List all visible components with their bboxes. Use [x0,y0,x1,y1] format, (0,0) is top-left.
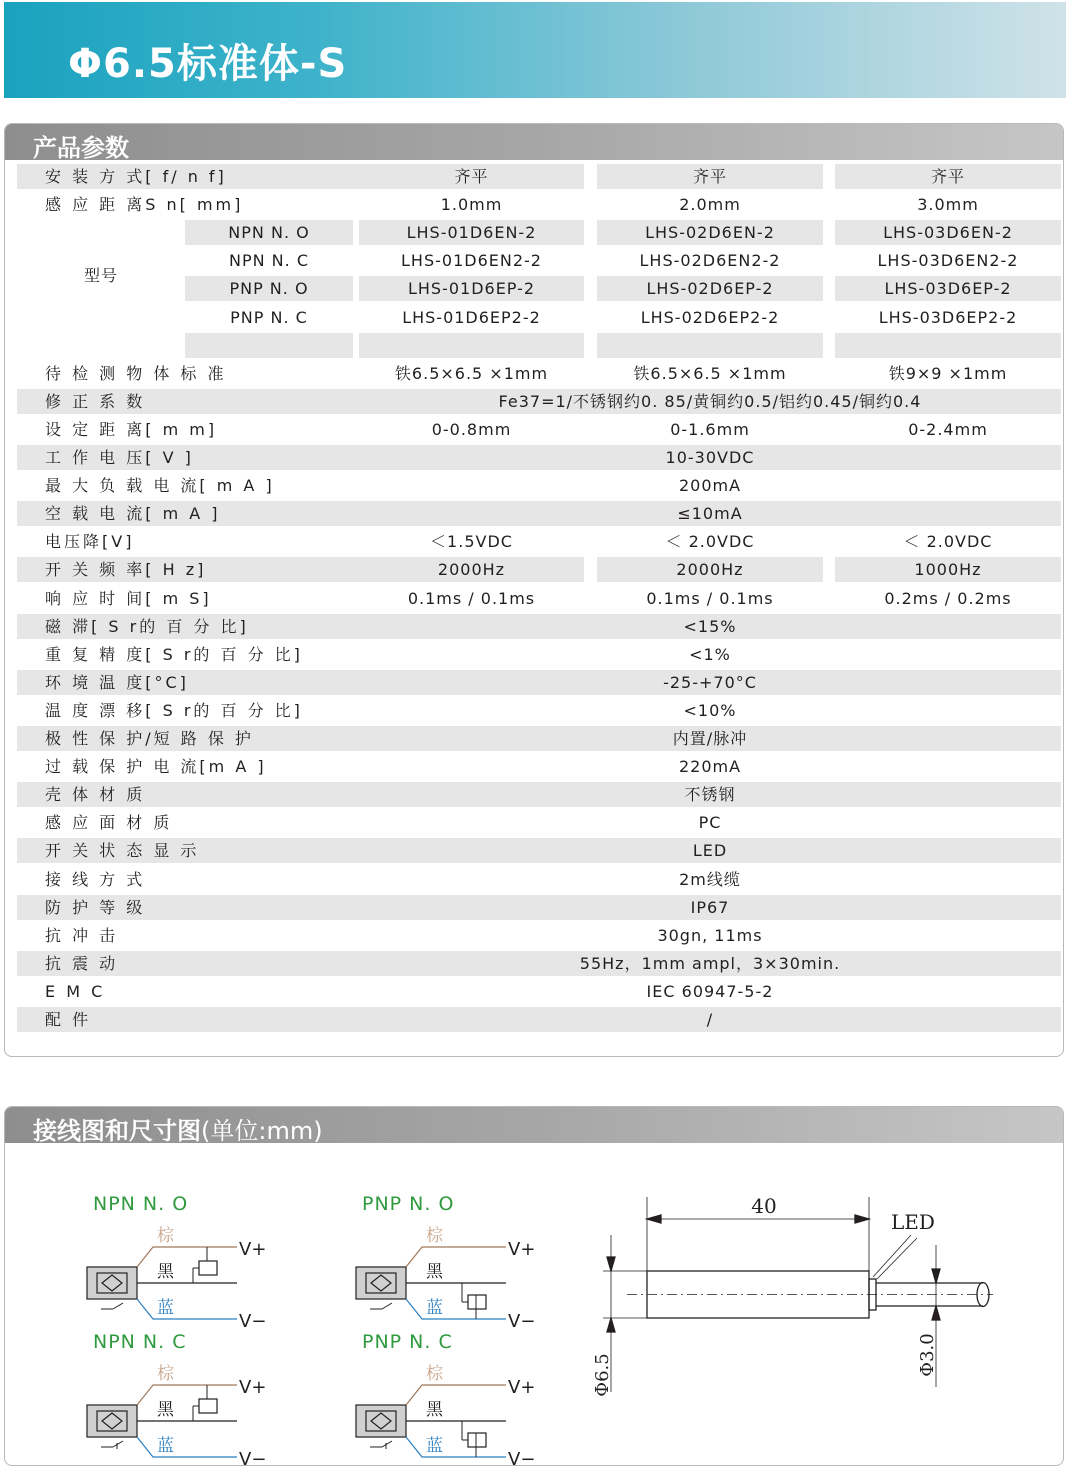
row-value: 铁9×9 ×1mm [888,364,1008,383]
led-leader-2 [877,1238,917,1279]
npn-nc-label: NPN N. C [93,1331,187,1353]
model-value: LHS-01D6EN-2 [359,220,584,245]
params-panel [4,123,1064,1057]
row-value: 2.0mm [679,195,741,214]
model-value: LHS-02D6EN-2 [597,220,823,245]
row-value: 0.1ms / 0.1ms [407,589,536,608]
row-value: 2000Hz [597,557,823,582]
row-label: 安 装 方 式[ f/ n f] [17,164,381,189]
arrow-40-left [647,1215,661,1223]
params-title: 产品参数 [33,134,129,162]
dia-body-text: Φ6.5 [592,1353,613,1397]
model-type: PNP N. O [185,276,353,301]
model-value: LHS-01D6EP2-2 [402,308,541,327]
row-value: PC [698,813,722,832]
row-value: IEC 60947-5-2 [646,982,774,1001]
pnp-no-label: PNP N. O [362,1193,455,1215]
diagram-title: 接线图和尺寸图(单位:mm) [33,1117,323,1145]
vplus-label: V+ [508,1239,536,1260]
pnp-nc-label: PNP N. C [362,1331,453,1353]
row-label: 抗 冲 击 [45,926,119,945]
row-value: 3.0mm [917,195,979,214]
black-label: 黑 [157,1400,174,1420]
row-value: 200mA [678,476,742,495]
brown-label: 棕 [157,1226,174,1246]
row-value: 齐平 [597,164,823,189]
arrow-65-top [607,1257,615,1271]
row-value: <15% [359,614,1061,639]
row-value: 0.1ms / 0.1ms [646,589,774,608]
model-value: LHS-01D6EP-2 [359,276,584,301]
blank-cell [359,333,584,358]
row-value: 不锈钢 [359,782,1061,807]
row-label: 感 应 面 材 质 [45,813,173,832]
model-value: LHS-02D6EP-2 [597,276,823,301]
row-label: 抗 震 动 [17,951,381,976]
row-value: 内置/脉冲 [359,726,1061,751]
row-value: ＜ 2.0VDC [665,532,755,551]
model-value: LHS-02D6EP2-2 [640,308,780,327]
row-label: 极 性 保 护/短 路 保 护 [17,726,381,751]
row-label: 工 作 电 压[ V ] [17,445,381,470]
led-leader-1 [873,1235,911,1277]
vplus-label: V+ [239,1377,267,1398]
row-value: 30gn, 11ms [657,926,763,945]
model-label: 型号 [83,266,118,285]
model-value: LHS-03D6EP-2 [835,276,1061,301]
params-table [5,124,1063,1056]
model-type: NPN N. O [185,220,353,245]
row-label: 开 关 状 态 显 示 [17,838,381,863]
row-value: / [359,1007,1061,1032]
row-value: Fe37=1/不锈钢约0. 85/黄铜约0.5/铝约0.45/铜约0.4 [359,389,1061,414]
row-label: 壳 体 材 质 [17,782,381,807]
row-label: 响 应 时 间[ m S] [45,589,212,608]
row-label: 环 境 温 度[°C] [17,670,381,695]
arrow-30-bottom [932,1306,940,1320]
row-label: 修 正 系 数 [17,389,381,414]
arrow-30-top [932,1269,940,1283]
row-value: 铁6.5×6.5 ×1mm [633,364,787,383]
row-value: <10% [683,701,737,720]
vminus-label: V− [239,1449,267,1468]
brown-label: 棕 [426,1226,443,1246]
row-label: 空 载 电 流[ m A ] [17,501,381,526]
title-banner [4,2,1066,98]
blue-label: 蓝 [157,1298,174,1318]
row-label: 配 件 [17,1007,381,1032]
row-label: 感 应 距 离S n[ mm] [45,195,244,214]
model-value: LHS-02D6EN2-2 [639,251,781,270]
model-type: NPN N. C [229,251,309,270]
black-label: 黑 [426,1400,443,1420]
dimension-drawing [5,1107,1063,1468]
row-value: ＜1.5VDC [430,532,513,551]
row-label: 开 关 频 率[ H z] [17,557,381,582]
blank-cell [597,333,823,358]
row-value: 齐平 [359,164,584,189]
row-value: 齐平 [835,164,1061,189]
row-value: 220mA [678,757,742,776]
dim-40-text: 40 [751,1194,777,1218]
row-label: 设 定 距 离[ m m] [45,420,218,439]
row-value: ＜ 2.0VDC [903,532,993,551]
row-value: 0-2.4mm [908,420,988,439]
vminus-label: V− [508,1311,536,1332]
npn-no-label: NPN N. O [93,1193,189,1215]
dia-cable-text: Φ3.0 [917,1333,938,1377]
row-value: 0-1.6mm [670,420,750,439]
model-value: LHS-03D6EP2-2 [878,308,1018,327]
vminus-label: V− [239,1311,267,1332]
row-value: 55Hz，1mm ampl，3×30min. [359,951,1061,976]
row-value: ≤10mA [359,501,1061,526]
row-value: 2m线缆 [679,870,741,889]
model-value: LHS-01D6EN2-2 [401,251,542,270]
row-value: -25-+70°C [359,670,1061,695]
brown-label: 棕 [157,1364,174,1384]
row-value: <1% [689,645,731,664]
blue-label: 蓝 [426,1436,443,1456]
row-value: IP67 [359,895,1061,920]
row-label: 磁 滞[ S r的 百 分 比] [17,614,381,639]
diagram-unit: (单位:mm) [201,1117,323,1145]
row-label: 重 复 精 度[ S r的 百 分 比] [45,645,303,664]
vplus-label: V+ [239,1239,267,1260]
black-label: 黑 [157,1262,174,1282]
row-label: 温 度 漂 移[ S r的 百 分 比] [45,701,303,720]
model-value: LHS-03D6EN-2 [835,220,1061,245]
row-label: 待 检 测 物 体 标 准 [45,364,227,383]
row-value: 0.2ms / 0.2ms [884,589,1012,608]
page-title: Φ6.5标准体-S [68,41,348,87]
arrow-40-right [855,1215,869,1223]
model-type: PNP N. C [230,308,308,327]
vminus-label: V− [508,1449,536,1468]
diagram-panel [4,1106,1064,1466]
arrow-65-bottom [607,1318,615,1332]
row-value: 10-30VDC [359,445,1061,470]
blue-label: 蓝 [426,1298,443,1318]
row-label: 接 线 方 式 [45,870,146,889]
row-value: 2000Hz [359,557,584,582]
blue-label: 蓝 [157,1436,174,1456]
row-value: 0-0.8mm [431,420,512,439]
row-value: 铁6.5×6.5 ×1mm [394,364,549,383]
row-value: LED [359,838,1061,863]
led-text: LED [891,1210,935,1234]
row-label: 过 载 保 护 电 流[m A ] [45,757,267,776]
black-label: 黑 [426,1262,443,1282]
row-label: 电压降[V] [45,532,135,551]
row-value: 1000Hz [835,557,1061,582]
brown-label: 棕 [426,1364,443,1384]
row-label: 防 护 等 级 [17,895,381,920]
row-label: 最 大 负 载 电 流[ m A ] [45,476,275,495]
vplus-label: V+ [508,1377,536,1398]
row-value: 1.0mm [440,195,503,214]
blank-cell [835,333,1061,358]
row-label: E M C [45,982,106,1001]
blank-cell [185,333,353,358]
model-value: LHS-03D6EN2-2 [877,251,1019,270]
